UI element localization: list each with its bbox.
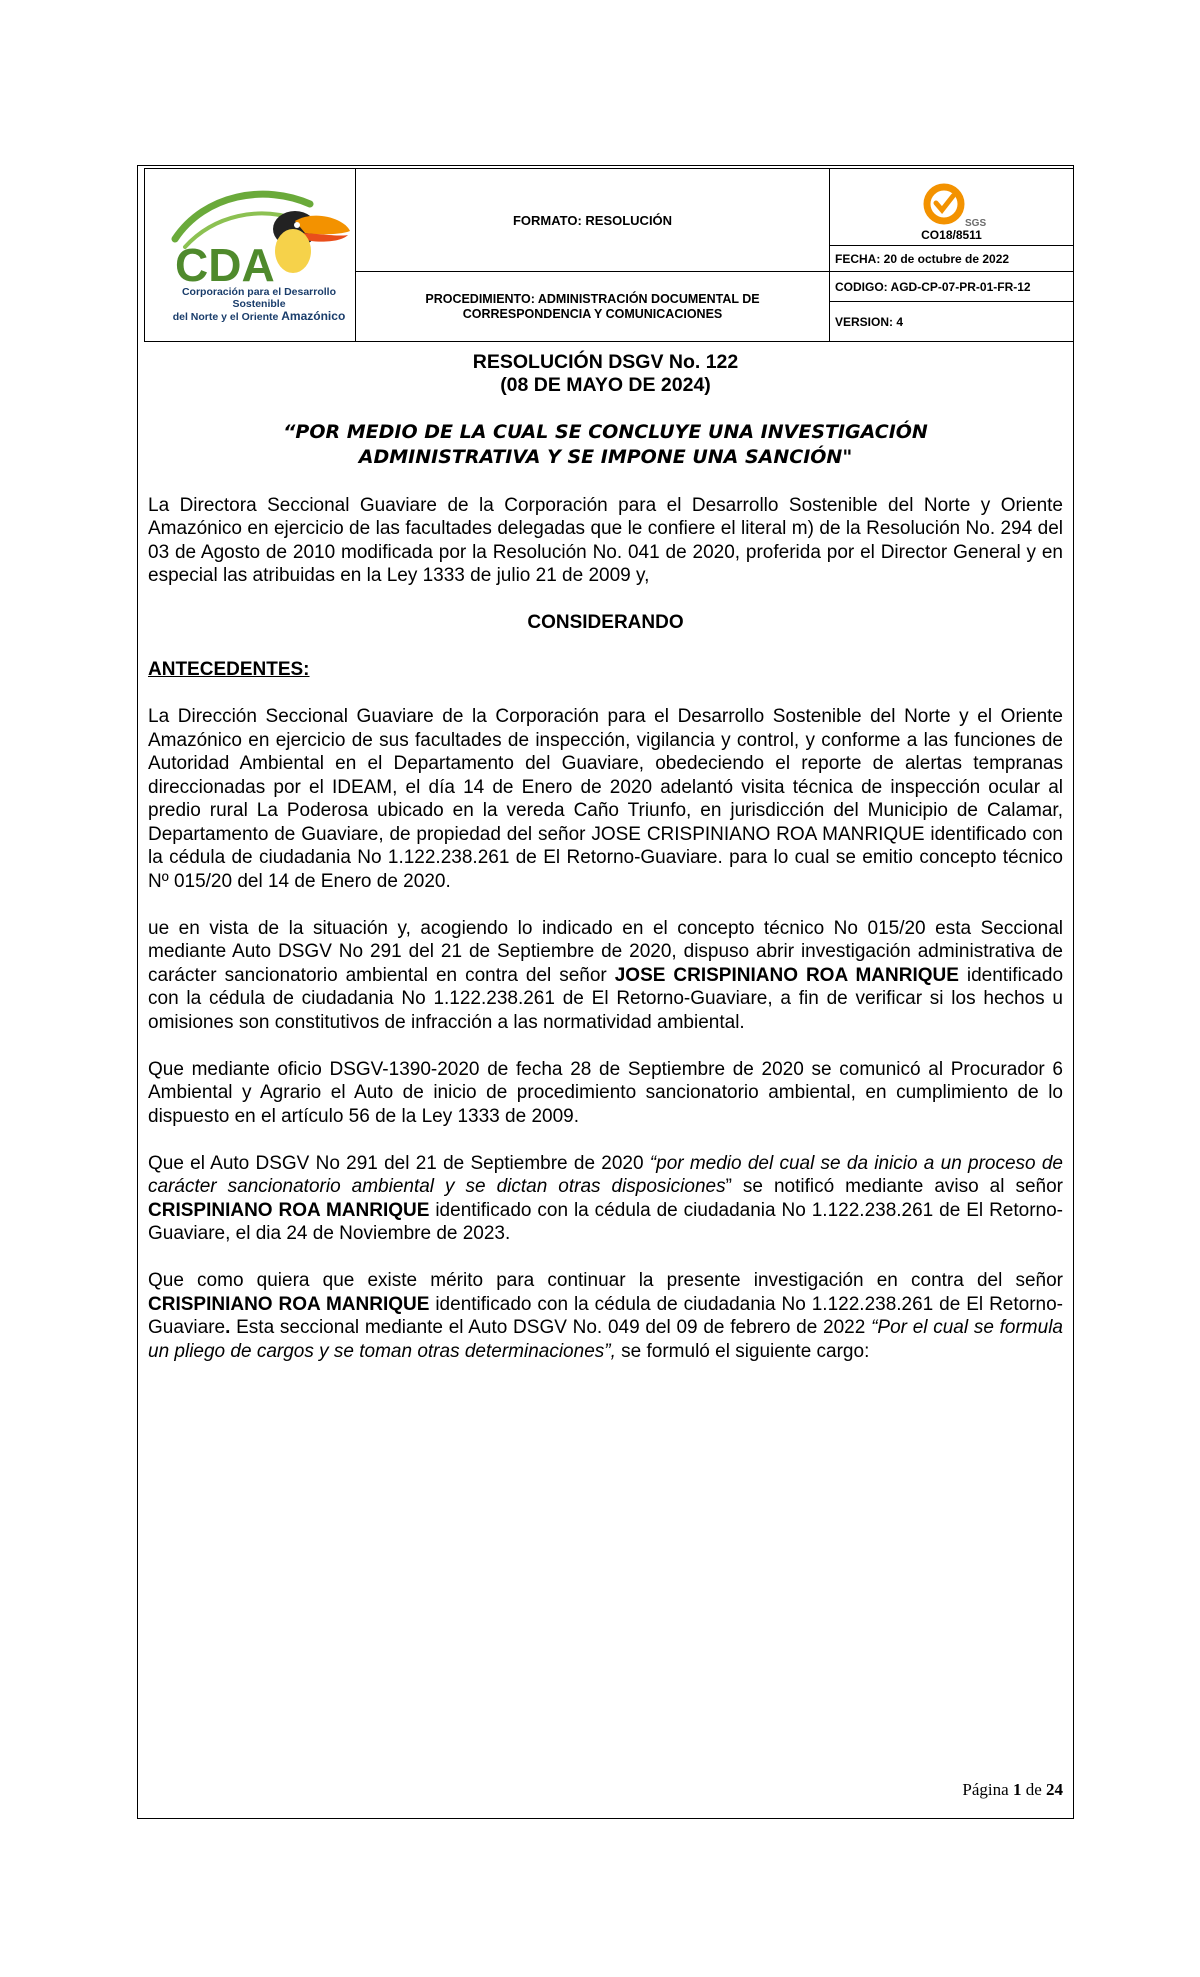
header-middle (356, 169, 830, 341)
considerando-heading: CONSIDERANDO (527, 612, 684, 633)
logo-caption (169, 286, 349, 323)
resolution-title (148, 351, 1063, 397)
document-page (137, 165, 1074, 1819)
resolution-date: (08 DE MAYO DE 2024) (500, 374, 711, 396)
paragraph-3: Que mediante oficio DSGV-1390-2020 de fecha 28 de Septiembre de 2020 se comunicó al Procurador 6 Ambiental y Agrario el Auto de inicio de procedimiento sancionatorio ambiental, en cumplimiento de lo dispuesto en el artículo 56 de la Ley 1333 de 2009. (148, 1058, 1063, 1127)
document-body (148, 351, 1063, 1363)
logo-letters: CDA (175, 239, 275, 291)
codigo-label: CODIGO: AGD-CP-07-PR-01-FR-12 (830, 272, 1073, 302)
header-right (830, 169, 1073, 341)
version-label: VERSION: 4 (835, 314, 904, 329)
document-header (144, 168, 1074, 342)
paragraph-2: ue en vista de la situación y, acogiendo lo indicado en el concepto técnico No 015/20 esta Seccional mediante Auto DSGV No 291 del 21 de Septiembre de 2020, dispuso abrir investigación administrativa de carácter sancionatorio ambiental en contra del señor JOSE CRISPINIANO ROA MANRIQUE identificado con la cédula de ciudadania No 1.122.238.261 de El Retorno-Guaviare, a fin de verificar si los hechos u omisiones son constitutivos de infracción a las normatividad ambiental. (148, 917, 1064, 1033)
page-footer: Página 1 de 24 (962, 1780, 1063, 1799)
paragraph-4: Que el Auto DSGV No 291 del 21 de Septiembre de 2020 “por medio del cual se da inicio a un proceso de carácter sancionatorio ambiental y se dictan otras disposiciones” se notificó mediante aviso al señor CRISPINIANO ROA MANRIQUE identificado con la cédula de ciudadania No 1.122.238.261 de El Retorno-Guaviare, el dia 24 de Noviembre de 2023. (148, 1152, 1063, 1244)
cert-number: CO18/8511 (921, 228, 982, 242)
sgs-label: SGS (964, 218, 986, 228)
logo-cell (145, 169, 356, 341)
antecedentes-heading: ANTECEDENTES: (148, 659, 310, 680)
resolution-subtitle: “POR MEDIO DE LA CUAL SE CONCLUYE UNA INVESTIGACIÓN ADMINISTRATIVA Y SE IMPONE UNA SANCIÓN" (283, 421, 928, 468)
sgs-cert-cell (830, 169, 1073, 246)
intro-paragraph: La Directora Seccional Guaviare de la Corporación para el Desarrollo Sostenible del Norte y Oriente Amazónico en ejercicio de las facultades delegadas que le confiere el literal m) de la Resolución No. 294 del 03 de Agosto de 2010 modificada por la Resolución No. 041 de 2020, proferida por el Director General y en especial las atribuidas en la Ley 1333 de julio 21 de 2009 y, (148, 494, 1063, 586)
paragraph-1: La Dirección Seccional Guaviare de la Corporación para el Desarrollo Sostenible del Norte y el Oriente Amazónico en ejercicio de sus facultades de inspección, vigilancia y control, y conforme a las funciones de Autoridad Ambiental en el Departamento del Guaviare, obedeciendo el reporte de alertas tempranas direccionadas por el IDEAM, el día 14 de Enero de 2020 adelantó visita técnica de inspección ocular al predio rural La Poderosa ubicado en la vereda Caño Triunfo, en jurisdicción del Municipio de Calamar, Departamento de Guaviare, de propiedad del señor JOSE CRISPINIANO ROA MANRIQUE identificado con la cédula de ciudadania No 1.122.238.261 de El Retorno-Guaviare. para lo cual se emitio concepto técnico Nº 015/20 del 14 de Enero de 2020. (148, 706, 1063, 892)
resolution-number: RESOLUCIÓN DSGV No. 122 (472, 351, 739, 373)
page-number: 1 (1012, 1780, 1022, 1799)
logo-caption-line1: Corporación para el Desarrollo Sostenible (181, 286, 337, 310)
logo-caption-line2: del Norte y el Oriente Amazónico (172, 309, 346, 323)
formato-label: FORMATO: RESOLUCIÓN (356, 169, 829, 272)
sgs-seal-icon (917, 182, 987, 228)
paragraph-5: Que como quiera que existe mérito para continuar la presente investigación en contra del señor CRISPINIANO ROA MANRIQUE identificado con la cédula de ciudadania No 1.122.238.261 de El Retorno-Guaviare. Esta seccional mediante el Auto DSGV No. 049 del 09 de febrero de 2022 “Por el cual se formula un pliego de cargos y se toman otras determinaciones”, se formuló el siguiente cargo: (148, 1270, 1063, 1362)
fecha-label: FECHA: 20 de octubre de 2022 (830, 246, 1073, 272)
page-total: 24 (1046, 1780, 1063, 1799)
procedimiento-label: PROCEDIMIENTO: ADMINISTRACIÓN DOCUMENTAL DE CORRESPONDENCIA Y COMUNICACIONES (425, 291, 760, 321)
